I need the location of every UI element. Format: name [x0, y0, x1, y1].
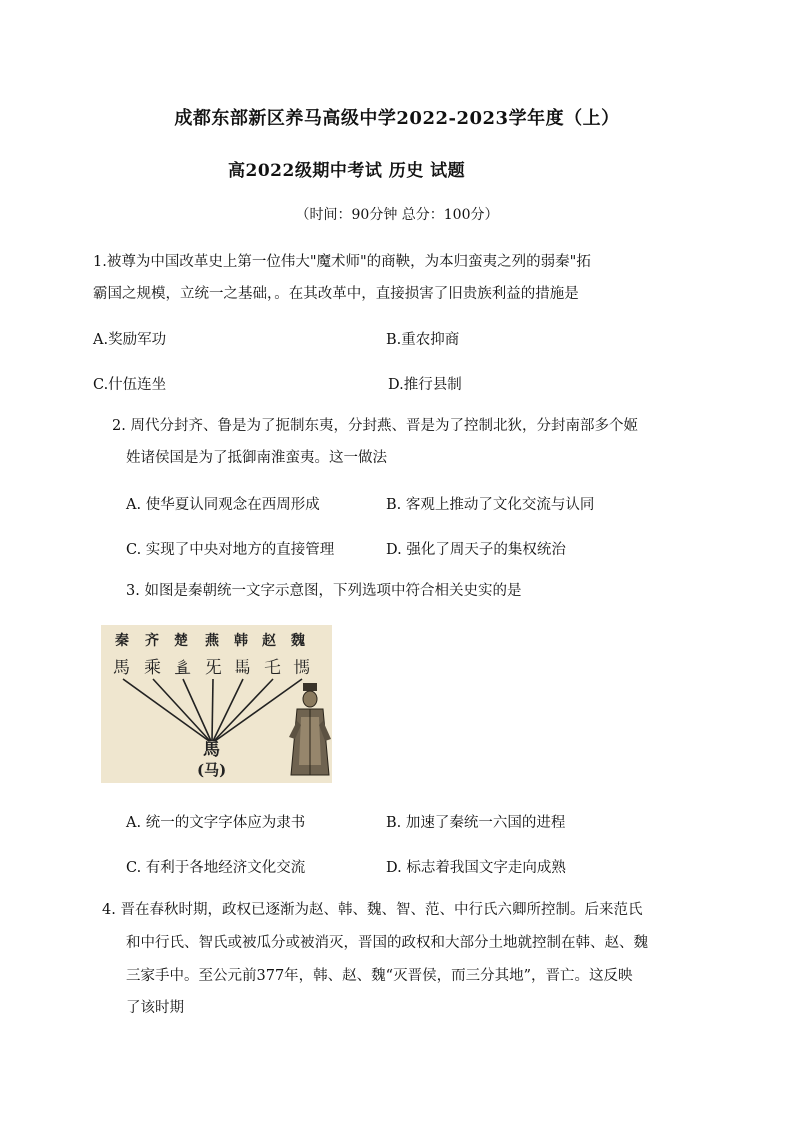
question-4-line3: 三家手中。至公元前377年，韩、赵、魏“灭晋侯，而三分其地”，晋亡。这反映	[126, 968, 633, 984]
state-label-zhao: 赵	[262, 633, 276, 649]
exam-title-line2: 高2022级期中考试 历史 试题	[228, 161, 466, 181]
state-label-han: 韩	[234, 633, 248, 649]
question-2-option-d: D. 强化了周天子的集权统治	[386, 542, 566, 558]
question-1-option-c: C.什伍连坐	[93, 377, 167, 393]
question-4-line2: 和中行氏、智氏或被瓜分或被消灭，晋国的政权和大部分土地就控制在韩、赵、魏	[126, 935, 648, 951]
ancient-glyph-wei: 𩡪	[293, 658, 310, 678]
question-2-option-c: C. 实现了中央对地方的直接管理	[126, 542, 335, 558]
question-2-line1: 2. 周代分封齐、鲁是为了扼制东夷，分封燕、晋是为了控制北狄，分封南部多个姬	[112, 418, 638, 434]
ancient-glyph-zhao: 乇	[264, 658, 281, 678]
question-1-line1: 1.被尊为中国改革史上第一位伟大"魔术师"的商鞅，为本归蛮夷之列的弱秦"拓	[93, 254, 591, 270]
question-4-line1: 4. 晋在春秋时期，政权已逐渐为赵、韩、魏、智、范、中行氏六卿所控制。后来范氏	[102, 902, 643, 918]
exam-info: （时间：90分钟 总分：100分）	[295, 207, 499, 223]
state-label-qin: 秦	[115, 633, 129, 649]
question-1-option-b: B.重农抑商	[386, 332, 460, 348]
state-label-yan: 燕	[205, 633, 219, 649]
figure-caption: (马)	[197, 761, 227, 779]
ancient-glyph-chu: 𢒉	[174, 658, 191, 678]
question-2-option-a: A. 使华夏认同观念在西周形成	[126, 497, 320, 513]
question-1-line2: 霸国之规模，立统一之基础，。在其改革中，直接损害了旧贵族利益的措施是	[93, 286, 579, 302]
question-1-option-d: D.推行县制	[388, 377, 462, 393]
question-4-line4: 了该时期	[126, 1000, 184, 1016]
question-2-option-b: B. 客观上推动了文化交流与认同	[386, 497, 595, 513]
question-3-stem: 3. 如图是秦朝统一文字示意图，下列选项中符合相关史实的是	[126, 583, 522, 599]
question-1-option-a: A.奖励军功	[93, 332, 167, 348]
question-3-option-d: D. 标志着我国文字走向成熟	[386, 860, 566, 876]
question-2-line2: 姓诸侯国是为了抵御南淮蛮夷。这一做法	[126, 450, 387, 466]
qin-script-unification-figure	[101, 625, 332, 783]
state-label-qi: 齐	[145, 633, 159, 649]
ancient-glyph-han: 𩡧	[234, 658, 251, 678]
exam-title-line1: 成都东部新区养马高级中学2022-2023学年度（上）	[174, 108, 620, 129]
ancient-glyph-qi: 乘	[144, 658, 161, 678]
question-3-option-b: B. 加速了秦统一六国的进程	[386, 815, 566, 831]
ancient-glyph-qin: 馬	[113, 658, 130, 678]
question-3-option-c: C. 有利于各地经济文化交流	[126, 860, 306, 876]
state-label-wei: 魏	[291, 633, 305, 649]
state-label-chu: 楚	[174, 633, 188, 649]
ancient-glyph-yan: 旡	[205, 658, 222, 678]
unified-small-seal-glyph: 馬	[203, 740, 220, 760]
question-3-option-a: A. 统一的文字字体应为隶书	[126, 815, 306, 831]
